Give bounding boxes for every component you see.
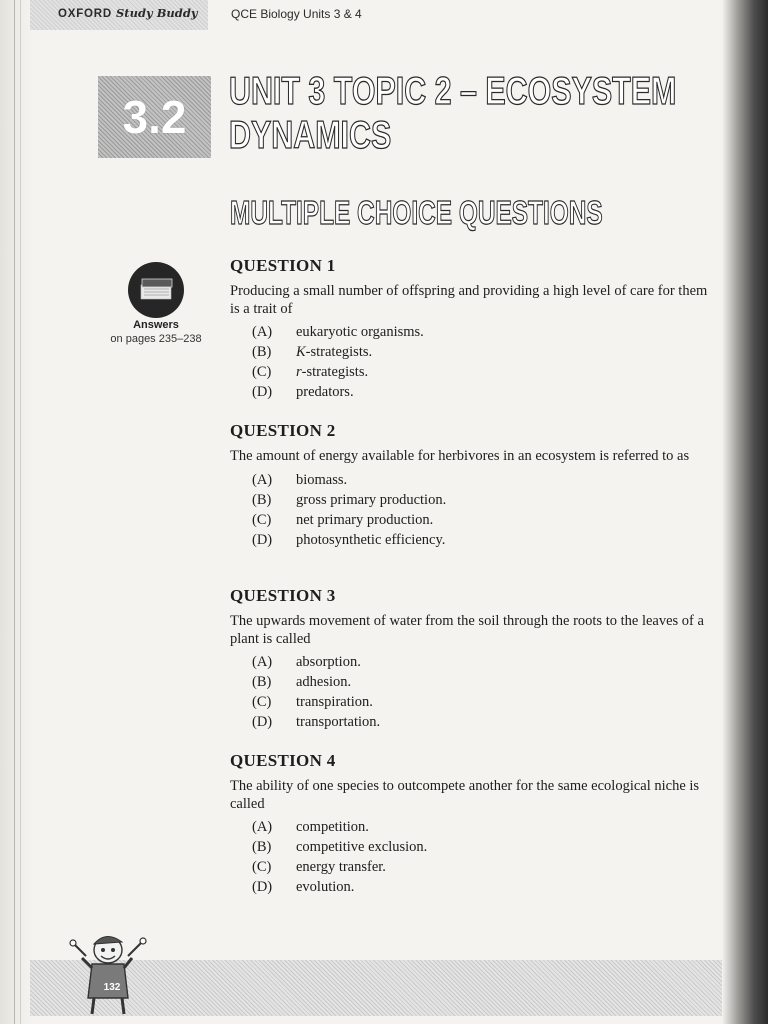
question-title: QUESTION 4 (230, 751, 336, 770)
page-number: 132 (103, 982, 121, 993)
question-stem: Producing a small number of offspring and providing a high level of care for them is a trait of (230, 283, 708, 317)
option-a[interactable] (230, 817, 730, 837)
option-letter: (A) (252, 819, 273, 835)
section-number: 3.2 (122, 91, 187, 143)
option-letter: (C) (252, 694, 272, 710)
option-text: biomass. (296, 471, 348, 488)
option-letter: (A) (252, 471, 273, 488)
page-left-edge (0, 0, 34, 1024)
section-number-badge (98, 76, 211, 158)
option-text: eukaryotic organisms. (296, 324, 424, 340)
option-d[interactable] (230, 877, 730, 897)
option-c[interactable] (230, 692, 730, 712)
option-letter: (D) (252, 384, 273, 400)
option-text: r-strategists. (296, 364, 369, 380)
running-head: QCE Biology Units 3 & 4 (231, 7, 362, 21)
option-list (230, 470, 730, 550)
question-title: QUESTION 3 (230, 586, 336, 605)
answers-label: Answers (133, 319, 179, 331)
option-letter: (C) (252, 511, 272, 528)
option-text: evolution. (296, 879, 355, 895)
option-text: predators. (296, 384, 354, 400)
option-text: K-strategists. (296, 344, 373, 360)
option-d[interactable] (230, 382, 730, 402)
option-b[interactable] (230, 837, 730, 857)
option-b[interactable] (230, 342, 730, 362)
option-letter: (A) (252, 654, 273, 670)
option-text: net primary production. (296, 511, 434, 528)
option-text: transportation. (296, 714, 381, 730)
option-list (230, 652, 730, 732)
question-1 (230, 255, 730, 402)
answers-pages: on pages 235–238 (110, 333, 202, 345)
option-text: gross primary production. (296, 491, 447, 508)
option-c[interactable] (230, 857, 730, 877)
option-letter: (D) (252, 879, 273, 895)
brand-logo (58, 6, 198, 20)
option-c[interactable] (230, 362, 730, 382)
page-title (229, 70, 677, 158)
option-letter: (B) (252, 674, 272, 690)
book-icon (128, 262, 184, 318)
option-a[interactable] (230, 652, 730, 672)
option-text: energy transfer. (296, 859, 386, 875)
question-stem: The ability of one species to outcompete another for the same ecological niche is called (230, 778, 700, 812)
question-3 (230, 585, 730, 732)
option-letter: (C) (252, 859, 272, 875)
option-letter: (A) (252, 324, 273, 340)
option-text: photosynthetic efficiency. (296, 531, 446, 548)
option-letter: (B) (252, 491, 272, 508)
option-letter: (B) (252, 839, 272, 855)
option-text: adhesion. (296, 674, 352, 690)
option-a[interactable] (230, 322, 730, 342)
brand-prefix: OXFORD (58, 8, 112, 20)
page-title-line-1: UNIT 3 TOPIC 2 – ECOSYSTEM (229, 70, 677, 113)
page-title-line-2: DYNAMICS (229, 114, 392, 157)
option-list (230, 817, 730, 897)
option-d[interactable] (230, 712, 730, 732)
option-text: absorption. (296, 654, 361, 670)
option-letter: (D) (252, 714, 273, 730)
question-stem: The upwards movement of water from the soil through the roots to the leaves of a plant is called (230, 613, 704, 647)
brand-suffix: Study Buddy (116, 6, 198, 20)
option-letter: (C) (252, 364, 272, 380)
option-text: competition. (296, 819, 369, 835)
question-title: QUESTION 1 (230, 256, 336, 275)
option-text: competitive exclusion. (296, 839, 428, 855)
question-stem: The amount of energy available for herbivores in an ecosystem is referred to as (230, 448, 690, 464)
question-4 (230, 750, 730, 897)
question-2 (230, 420, 730, 550)
option-b[interactable] (230, 490, 730, 510)
option-a[interactable] (230, 470, 730, 490)
question-title: QUESTION 2 (230, 421, 336, 440)
option-b[interactable] (230, 672, 730, 692)
option-letter: (D) (252, 531, 273, 548)
option-d[interactable] (230, 530, 730, 550)
cartoon-mascot-icon (66, 928, 156, 1018)
option-c[interactable] (230, 510, 730, 530)
option-letter: (B) (252, 344, 272, 360)
section-heading: MULTIPLE CHOICE QUESTIONS (230, 194, 603, 231)
option-text: transpiration. (296, 694, 373, 710)
option-list (230, 322, 730, 402)
